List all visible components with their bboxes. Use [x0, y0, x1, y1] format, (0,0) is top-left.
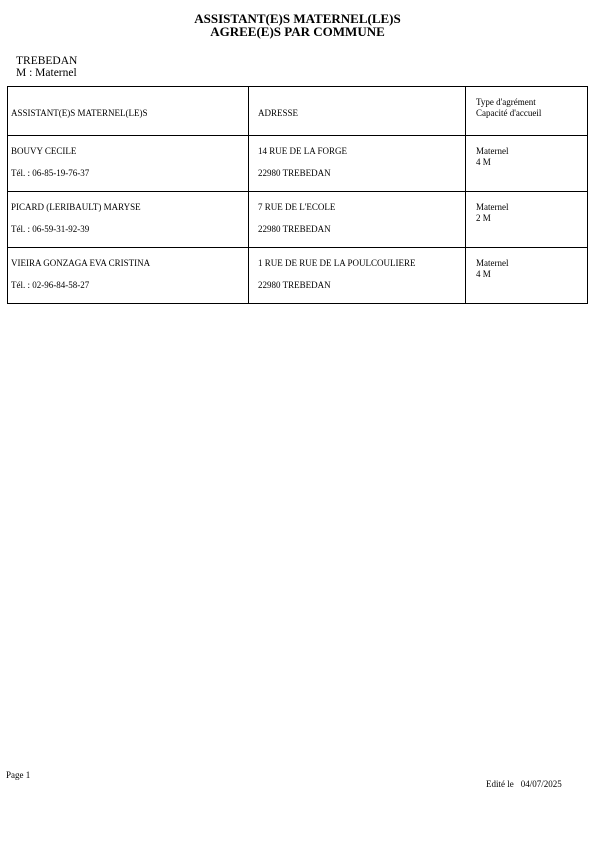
header-assistant: ASSISTANT(E)S MATERNEL(LE)S [11, 108, 148, 118]
header-assistant-cell [8, 87, 249, 136]
document-title-line2: AGREE(E)S PAR COMMUNE [210, 24, 385, 39]
header-capacity-label: Capacité d'accueil [476, 108, 542, 118]
address-street: 14 RUE DE LA FORGE [258, 146, 348, 156]
assistant-cell [8, 136, 249, 192]
page-number: Page 1 [6, 770, 31, 780]
assistant-cell [8, 192, 249, 248]
document-title-line1: ASSISTANT(E)S MATERNEL(LE)S [194, 11, 401, 26]
address-street: 1 RUE DE RUE DE LA POULCOULIERE [258, 258, 416, 268]
table-row [8, 136, 588, 192]
header-type-cell [466, 87, 588, 136]
address-street: 7 RUE DE L'ECOLE [258, 202, 336, 212]
address-city: 22980 TREBEDAN [258, 168, 331, 178]
assistant-phone: Tél. : 02-96-84-58-27 [11, 280, 90, 290]
assistant-name: VIEIRA GONZAGA EVA CRISTINA [11, 258, 151, 268]
address-cell [249, 192, 466, 248]
header-address: ADRESSE [258, 108, 299, 118]
agrement-type: Maternel [476, 258, 509, 268]
address-city: 22980 TREBEDAN [258, 280, 331, 290]
assistant-cell [8, 248, 249, 304]
edition-date-value: 04/07/2025 [520, 779, 562, 789]
agrement-capacity: 2 M [476, 213, 491, 223]
agrement-cell [466, 248, 588, 304]
commune-name: TREBEDAN [16, 55, 78, 67]
agrement-capacity: 4 M [476, 157, 491, 167]
type-legend: M : Maternel [16, 67, 77, 79]
agrement-cell [466, 192, 588, 248]
assistants-table [7, 86, 588, 304]
address-cell [249, 248, 466, 304]
header-address-cell [249, 87, 466, 136]
header-type-label: Type d'agrément [476, 97, 536, 107]
assistant-name: PICARD (LERIBAULT) MARYSE [11, 202, 141, 212]
address-cell [249, 136, 466, 192]
assistant-phone: Tél. : 06-59-31-92-39 [11, 224, 90, 234]
edition-date-label: Edité le [486, 779, 514, 789]
agrement-capacity: 4 M [476, 269, 491, 279]
table-row [8, 192, 588, 248]
agrement-type: Maternel [476, 202, 509, 212]
agrement-type: Maternel [476, 146, 509, 156]
address-city: 22980 TREBEDAN [258, 224, 331, 234]
table-row [8, 248, 588, 304]
assistant-phone: Tél. : 06-85-19-76-37 [11, 168, 90, 178]
assistant-name: BOUVY CECILE [11, 146, 77, 156]
agrement-cell [466, 136, 588, 192]
edition-date [486, 779, 562, 789]
table-header-row [8, 87, 588, 136]
